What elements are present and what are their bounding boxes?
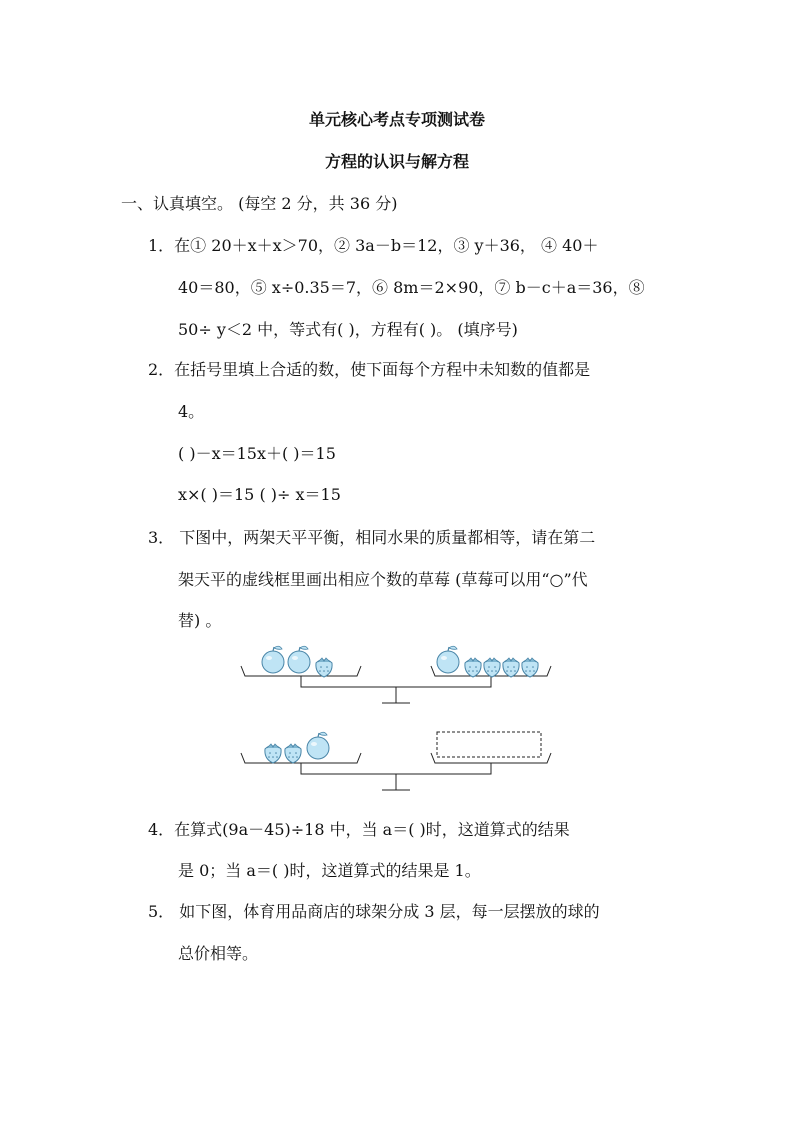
q1-line2: 40＝80，⑤ x÷0.35＝7，⑥ 8m＝2×90，⑦ b－c＋a＝36，⑧ [178,278,645,297]
answer-dashed-box [437,732,541,757]
strawberry-icon [265,744,281,763]
strawberry-icon [316,658,332,677]
balance-2-left-fruits [265,732,329,763]
q1-line3: 50÷ y＜2 中，等式有( )，方程有( )。 (填序号) [178,320,518,339]
q5-line2: 总价相等。 [178,944,259,963]
apple-icon [307,732,329,759]
q3-line2: 架天平的虚线框里画出相应个数的草莓 (草莓可以用“○”代 [178,570,588,589]
q2-equation-row1: ( )－x＝15x＋( )＝15 [178,444,336,463]
section-heading: 一、认真填空。 (每空 2 分，共 36 分) [121,194,398,213]
q4-line1: 4．在算式(9a－45)÷18 中，当 a＝( )时，这道算式的结果 [148,820,570,839]
page-title: 单元核心考点专项测试卷 [308,110,485,129]
apple-icon [262,646,284,673]
q3-line3: 替) 。 [178,611,222,630]
strawberry-icon [285,744,301,763]
q3-line1: 3． 下图中，两架天平平衡，相同水果的质量都相等，请在第二 [148,528,596,547]
strawberry-icon [465,658,481,677]
apple-icon [437,646,459,673]
q2-line2: 4。 [178,402,205,421]
balance-1-right-fruits [437,646,538,677]
q1-line1: 1．在① 20＋x＋x＞70，② 3a－b＝12，③ y＋36， ④ 40＋ [148,236,599,255]
strawberry-icon [522,658,538,677]
page-subtitle: 方程的认识与解方程 [324,152,469,171]
balance-figure [235,640,555,800]
q5-line1: 5． 如下图，体育用品商店的球架分成 3 层，每一层摆放的球的 [148,902,600,921]
strawberry-icon [484,658,500,677]
balance-1-left-fruits [262,646,332,677]
q2-line1: 2．在括号里填上合适的数，使下面每个方程中未知数的值都是 [148,360,591,379]
q4-line2: 是 0；当 a＝( )时，这道算式的结果是 1。 [178,861,481,880]
strawberry-icon [503,658,519,677]
q2-equation-row2: x×( )＝15 ( )÷ x＝15 [178,485,341,504]
apple-icon [288,646,310,673]
